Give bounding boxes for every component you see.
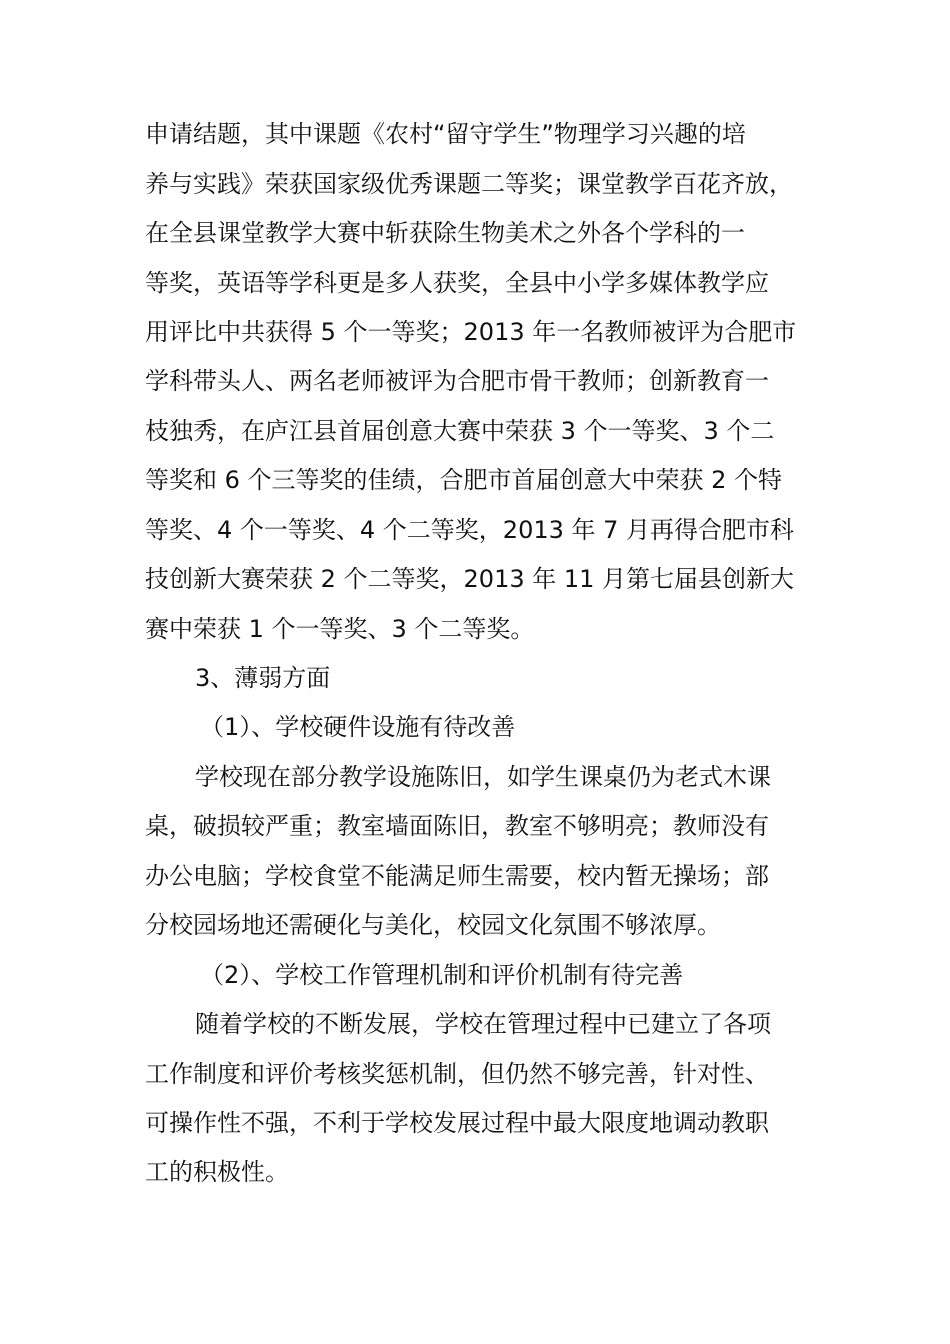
paragraph-line: 分校园场地还需硬化与美化，校园文化氛围不够浓厚。 [145,911,721,939]
paragraph-line: 申请结题，其中课题《农村“留守学生”物理学习兴趣的培 [145,120,746,148]
paragraph-line: 等奖和 6 个三等奖的佳绩，合肥市首届创意大中荣获 2 个特 [145,466,783,494]
paragraph-line: 可操作性不强，不利于学校发展过程中最大限度地调动教职 [145,1109,769,1137]
paragraph-line: 赛中荣获 1 个一等奖、3 个二等奖。 [145,615,535,643]
paragraph-line: 用评比中共获得 5 个一等奖；2013 年一名教师被评为合肥市 [145,318,797,346]
section-heading: 3、薄弱方面 [195,664,331,692]
paragraph-line: 桌，破损较严重；教室墙面陈旧，教室不够明亮；教师没有 [145,812,769,840]
subsection-heading: （2）、学校工作管理机制和评价机制有待完善 [200,961,684,989]
paragraph-line: 工作制度和评价考核奖惩机制，但仍然不够完善，针对性、 [145,1060,769,1088]
paragraph-line: 枝独秀，在庐江县首届创意大赛中荣获 3 个一等奖、3 个二 [145,417,775,445]
paragraph-line: 办公电脑；学校食堂不能满足师生需要，校内暂无操场；部 [145,862,769,890]
paragraph-line: 学校现在部分教学设施陈旧，如学生课桌仍为老式木课 [195,763,771,791]
paragraph-line: 随着学校的不断发展，学校在管理过程中已建立了各项 [195,1010,771,1038]
paragraph-line: 学科带头人、两名老师被评为合肥市骨干教师；创新教育一 [145,367,769,395]
subsection-heading: （1）、学校硬件设施有待改善 [200,713,516,741]
paragraph-line: 等奖、4 个一等奖、4 个二等奖，2013 年 7 月再得合肥市科 [145,516,795,544]
paragraph-line: 在全县课堂教学大赛中斩获除生物美术之外各个学科的一 [145,219,745,247]
paragraph-line: 养与实践》荣获国家级优秀课题二等奖；课堂教学百花齐放， [145,170,793,198]
paragraph-line: 等奖，英语等学科更是多人获奖，全县中小学多媒体教学应 [145,269,769,297]
paragraph-line: 技创新大赛荣获 2 个二等奖，2013 年 11 月第七届县创新大 [145,565,795,593]
paragraph-line: 工的积极性。 [145,1158,289,1186]
